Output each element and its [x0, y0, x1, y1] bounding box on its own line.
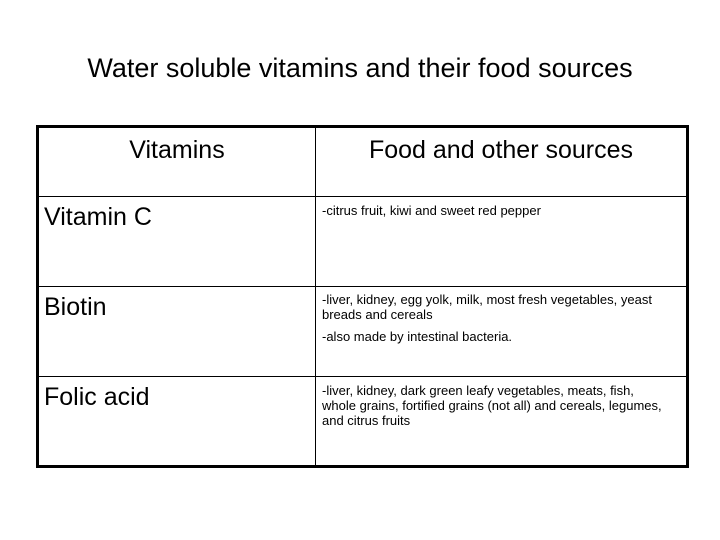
food-sources-cell	[316, 197, 688, 287]
table-row	[38, 287, 688, 377]
header-food-sources: Food and other sources	[316, 127, 688, 197]
header-vitamins: Vitamins	[38, 127, 316, 197]
food-source-text: -also made by intestinal bacteria.	[322, 329, 513, 344]
vitamins-table	[36, 125, 689, 468]
vitamin-name: Folic acid	[38, 377, 316, 467]
vitamin-name: Vitamin C	[38, 197, 316, 287]
table-row	[38, 197, 688, 287]
vitamin-name: Biotin	[38, 287, 316, 377]
food-sources-cell	[316, 377, 688, 467]
food-source-text: -citrus fruit, kiwi and sweet red pepper	[322, 203, 541, 218]
table-header-row	[38, 127, 688, 197]
food-sources-cell	[316, 287, 688, 377]
food-source-text: -liver, kidney, dark green leafy vegetables, meats, fish, whole grains, fortified grains (not all) and cereals, legumes, and citrus fruits	[322, 383, 662, 428]
food-source-text: -liver, kidney, egg yolk, milk, most fresh vegetables, yeast breads and cereals	[322, 292, 652, 322]
slide-title: Water soluble vitamins and their food sources	[87, 53, 633, 83]
table-row	[38, 377, 688, 467]
